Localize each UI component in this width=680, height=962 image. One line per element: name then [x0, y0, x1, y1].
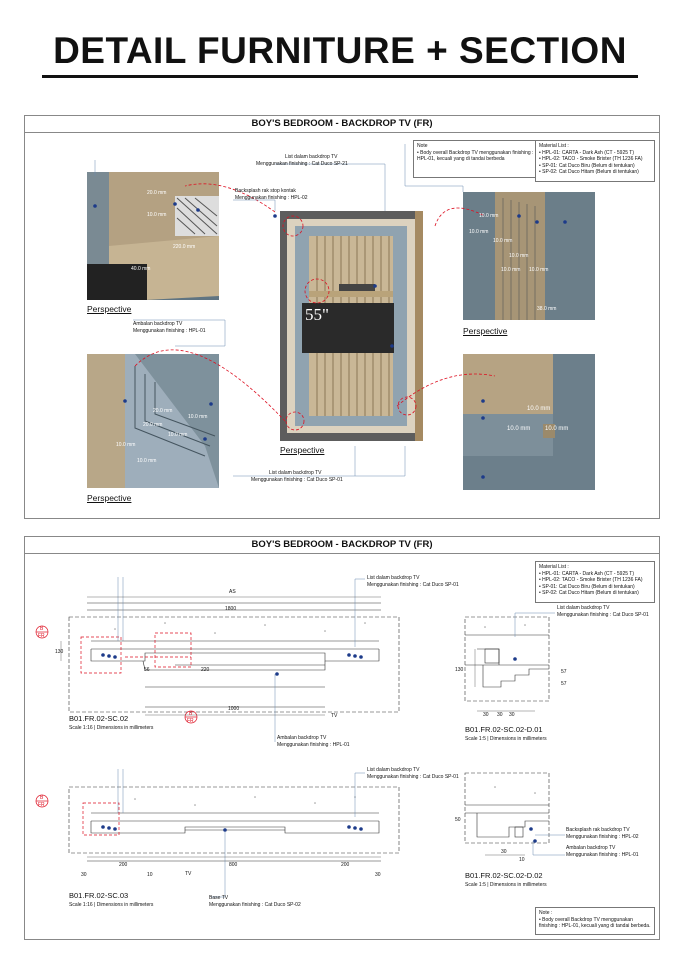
material-item: • HPL-01: CARTA - Dark Ash (CT - 5925 T)	[539, 570, 635, 577]
section-marker: FR	[187, 718, 194, 724]
dim: 10	[147, 872, 153, 878]
section-label-sc03: B01.FR.02-SC.03	[69, 891, 129, 900]
dim: 1800	[225, 606, 237, 612]
dim: 220	[201, 667, 210, 673]
dim: 10.0 mm	[168, 432, 188, 438]
dim: 10.0 mm	[527, 406, 551, 412]
scale-d02: Scale 1:5 | Dimensions in millimeters	[465, 882, 547, 888]
sheet-sections	[24, 536, 660, 940]
dim: 20.0 mm	[153, 408, 173, 414]
dim: 30	[501, 849, 507, 855]
callout-backsplash-line2: Menggunakan finishing : HPL-02	[235, 195, 308, 201]
perspective-label-bl: Perspective	[87, 493, 132, 503]
callout-ambalan-line2: Menggunakan finishing : HPL-01	[133, 328, 206, 334]
dim: AS	[229, 589, 236, 595]
material-item: • SP-01: Cat Duco Biru (Belum di tentukan)	[539, 583, 635, 590]
scale-sc03: Scale 1:16 | Dimensions in millimeters	[69, 902, 154, 908]
callout-list-line1: List dalam backdrop TV	[367, 575, 420, 581]
material-title: Material List :	[539, 564, 569, 570]
section-marker: FR	[38, 633, 45, 639]
dim: 56	[144, 667, 150, 673]
dim: 10.0 mm	[529, 267, 549, 273]
dim: 38.0 mm	[537, 306, 557, 312]
dim: 30	[81, 872, 87, 878]
callout-list-line2: Menggunakan finishing : Cat Duco SP-01	[557, 612, 649, 618]
callout-ambalan-line1: Ambalan backdrop TV	[133, 321, 183, 327]
page-title: DETAIL FURNITURE + SECTION	[53, 30, 627, 71]
callout-ambalan-line2: Menggunakan finishing : HPL-01	[277, 742, 350, 748]
dim: 10.0 mm	[493, 238, 513, 244]
dim: 10.0 mm	[116, 442, 136, 448]
dim: 20.0 mm	[143, 422, 163, 428]
note-box	[535, 907, 655, 935]
section-marker: B	[40, 795, 44, 801]
sheet-perspective	[24, 115, 660, 519]
material-item: • HPL-02: TACO - Smoke Brixter (TH 1236 FA)	[539, 577, 643, 583]
section-marker: FR	[38, 802, 45, 808]
dim: 20.0 mm	[147, 190, 167, 196]
callout-backsplash-line2: Menggunakan finishing : HPL-02	[566, 834, 639, 840]
callout-list-line1: List dalam backdrop TV	[367, 767, 420, 773]
material-list-box	[535, 561, 655, 603]
material-item: • SP-02: Cat Duco Hitam (Belum di tentukan)	[539, 590, 639, 596]
section-marker: B	[189, 711, 193, 717]
note-title: Note :	[539, 910, 553, 916]
dim: 30	[497, 712, 503, 718]
perspective-label-tr: Perspective	[463, 326, 508, 336]
note-title: Note	[417, 143, 428, 149]
callout-bottom-line1: List dalam backdrop TV	[269, 470, 322, 476]
note-body: • Body overall Backdrop TV menggunakan finishing : HPL-01, kecuali yang di tandai berbeda.	[539, 916, 651, 929]
dim: 220.0 mm	[173, 244, 196, 250]
callout-ambalan-line1: Ambalan backdrop TV	[277, 735, 327, 741]
material-title: Material List :	[539, 143, 569, 149]
dim: 10.0 mm	[469, 229, 489, 235]
dim: 130	[455, 667, 464, 673]
tv-tag: TV	[331, 713, 338, 719]
dim: 10.0 mm	[501, 267, 521, 273]
detail-label-d01: B01.FR.02-SC.02-D.01	[465, 725, 543, 734]
tv-size-label: 55"	[305, 305, 329, 324]
dim: 200	[341, 862, 350, 868]
callout-backsplash-line1: Backsplash rak stop kontak	[235, 188, 296, 194]
tv-tag: TV	[185, 871, 192, 877]
dim: 800	[229, 862, 238, 868]
material-list-box	[535, 140, 655, 182]
callout-ambalan-line1: Ambalan backdrop TV	[566, 845, 616, 851]
dim: 1000	[228, 706, 240, 712]
callout-bottom-line2: Menggunakan finishing : Cat Duco SP-01	[251, 477, 343, 483]
dim: 10.0 mm	[147, 212, 167, 218]
detail-label-d02: B01.FR.02-SC.02-D.02	[465, 871, 543, 880]
callout-list-line2: Menggunakan finishing : Cat Duco SP-01	[367, 774, 459, 780]
note-box	[413, 140, 539, 178]
dim: 10.0 mm	[188, 414, 208, 420]
dim: 10.0 mm	[507, 426, 531, 432]
dim: 57	[561, 669, 567, 675]
callout-list-line1: List dalam backdrop TV	[557, 605, 610, 611]
dim: 57	[561, 681, 567, 687]
section-marker: B	[40, 626, 44, 632]
callout-top-line1: List dalam backdrop TV	[285, 154, 338, 160]
dim: 200	[119, 862, 128, 868]
dim: 10.0 mm	[545, 426, 569, 432]
dim: 10.0 mm	[137, 458, 157, 464]
scale-sc02: Scale 1:16 | Dimensions in millimeters	[69, 725, 154, 731]
dim: 50	[455, 817, 461, 823]
title-underline	[42, 75, 638, 78]
dim: 30	[483, 712, 489, 718]
dim: 30	[375, 872, 381, 878]
material-item: • HPL-01: CARTA - Dark Ash (CT - 5925 T)	[539, 149, 635, 156]
dim: 10	[519, 857, 525, 863]
dim: 130	[55, 649, 64, 655]
callout-list-line2: Menggunakan finishing : Cat Duco SP-01	[367, 582, 459, 588]
sheet-heading: BOY'S BEDROOM - BACKDROP TV (FR)	[25, 537, 659, 554]
dim: 10.0 mm	[479, 213, 499, 219]
note-body: • Body overall Backdrop TV menggunakan finishing : HPL-01, kecuali yang di tandai berbeda	[417, 149, 534, 162]
callout-base-line2: Menggunakan finishing : Cat Duco SP-02	[209, 902, 301, 908]
dim: 40.0 mm	[131, 266, 151, 272]
scale-d01: Scale 1:5 | Dimensions in millimeters	[465, 736, 547, 742]
callout-base-line1: Base TV	[209, 895, 229, 901]
section-label-sc02: B01.FR.02-SC.02	[69, 714, 129, 723]
callout-backsplash-line1: Backsplash rak backdrop TV	[566, 827, 630, 833]
dim: 30	[509, 712, 515, 718]
callout-ambalan-line2: Menggunakan finishing : HPL-01	[566, 852, 639, 858]
material-item: • SP-02: Cat Duco Hitam (Belum di tentukan)	[539, 169, 639, 175]
perspective-label-tl: Perspective	[87, 304, 132, 314]
material-item: • HPL-02: TACO - Smoke Brixter (TH 1236 FA)	[539, 156, 643, 162]
callout-top-line2: Menggunakan finishing : Cat Duco SP-21	[256, 161, 348, 167]
perspective-label-center: Perspective	[280, 445, 325, 455]
material-item: • SP-01: Cat Duco Biru (Belum di tentukan)	[539, 162, 635, 169]
dim: 10.0 mm	[509, 253, 529, 259]
sheet-heading: BOY'S BEDROOM - BACKDROP TV (FR)	[25, 116, 659, 133]
